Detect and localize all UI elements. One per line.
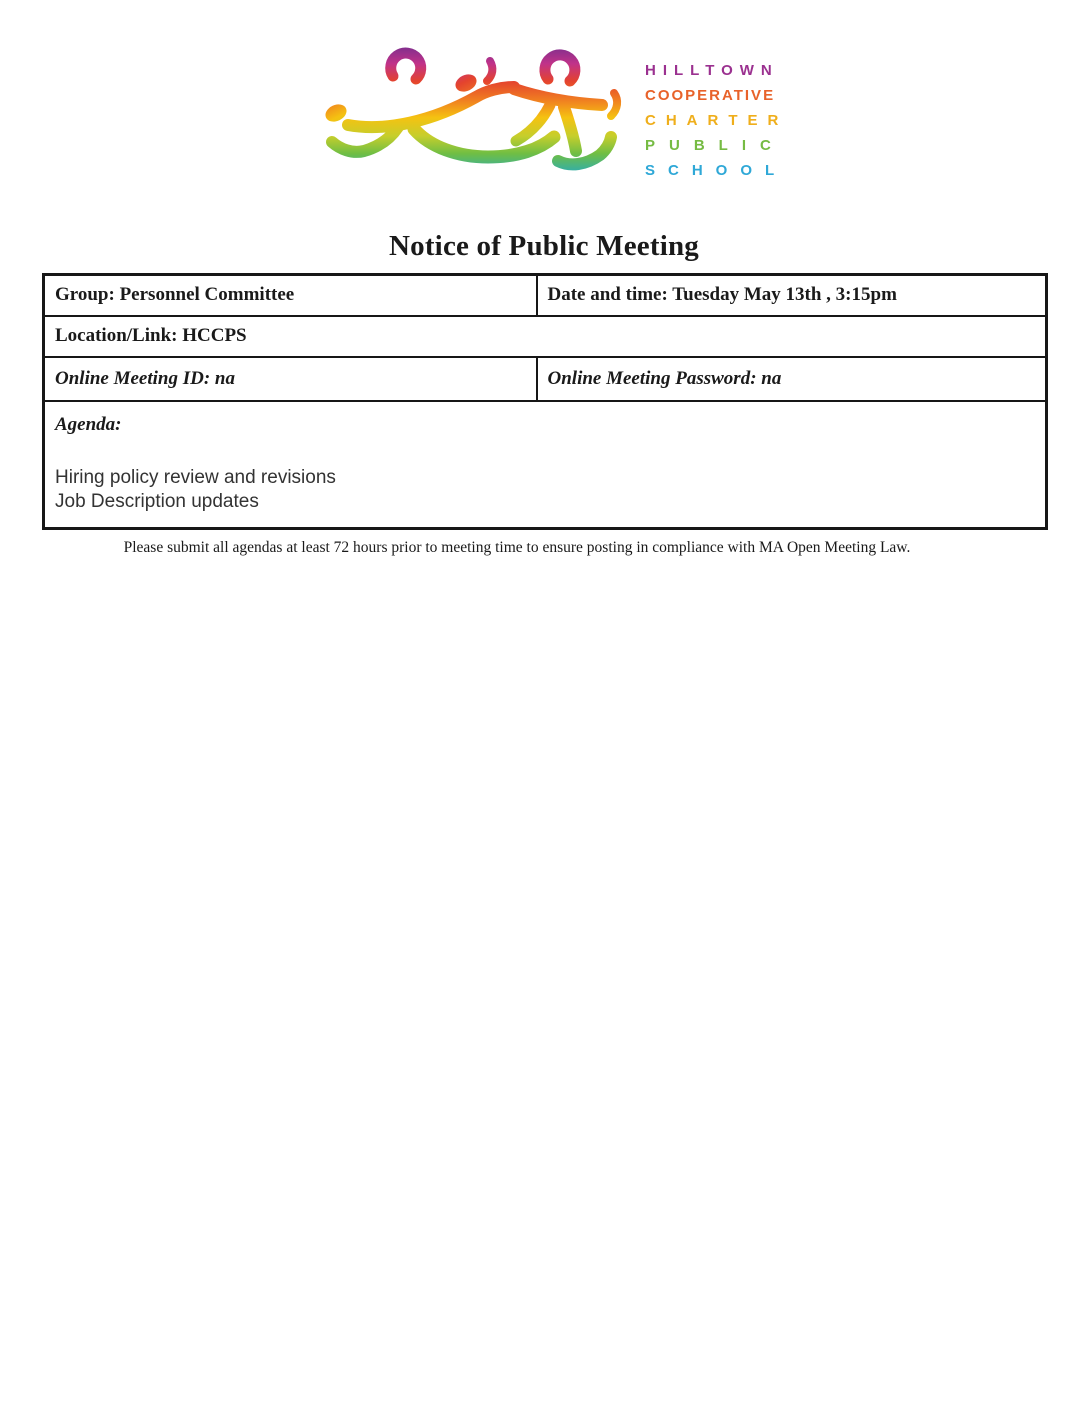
school-logo-figures-icon: [318, 45, 628, 190]
school-name: [645, 58, 790, 183]
agenda-item: Hiring policy review and revisions: [55, 467, 336, 489]
school-name-line: PUBLIC: [645, 137, 785, 154]
school-name-line: CHARTER: [645, 112, 789, 129]
meeting-id-cell: Online Meeting ID: na: [44, 357, 537, 401]
table-row: [44, 316, 1047, 357]
footer-note: Please submit all agendas at least 72 hours prior to meeting time to ensure posting in compliance with MA Open Meeting Law.: [123, 539, 911, 556]
agenda-cell: [44, 401, 1047, 529]
date-time-cell: Date and time: Tuesday May 13th , 3:15pm: [537, 275, 1047, 316]
table-row: [44, 357, 1047, 401]
school-name-line: HILLTOWN: [645, 62, 779, 79]
group-cell: Group: Personnel Committee: [44, 275, 537, 316]
meeting-table: [42, 273, 1048, 530]
meeting-password-cell: Online Meeting Password: na: [537, 357, 1047, 401]
location-cell: Location/Link: HCCPS: [44, 316, 1047, 357]
agenda-label: Agenda:: [55, 414, 122, 436]
table-row: [44, 275, 1047, 316]
school-name-line: COOPERATIVE: [645, 87, 776, 104]
table-row: [44, 401, 1047, 529]
page-title: Notice of Public Meeting: [388, 230, 700, 262]
agenda-item: Job Description updates: [55, 491, 259, 513]
school-name-line: SCHOOL: [645, 162, 788, 179]
